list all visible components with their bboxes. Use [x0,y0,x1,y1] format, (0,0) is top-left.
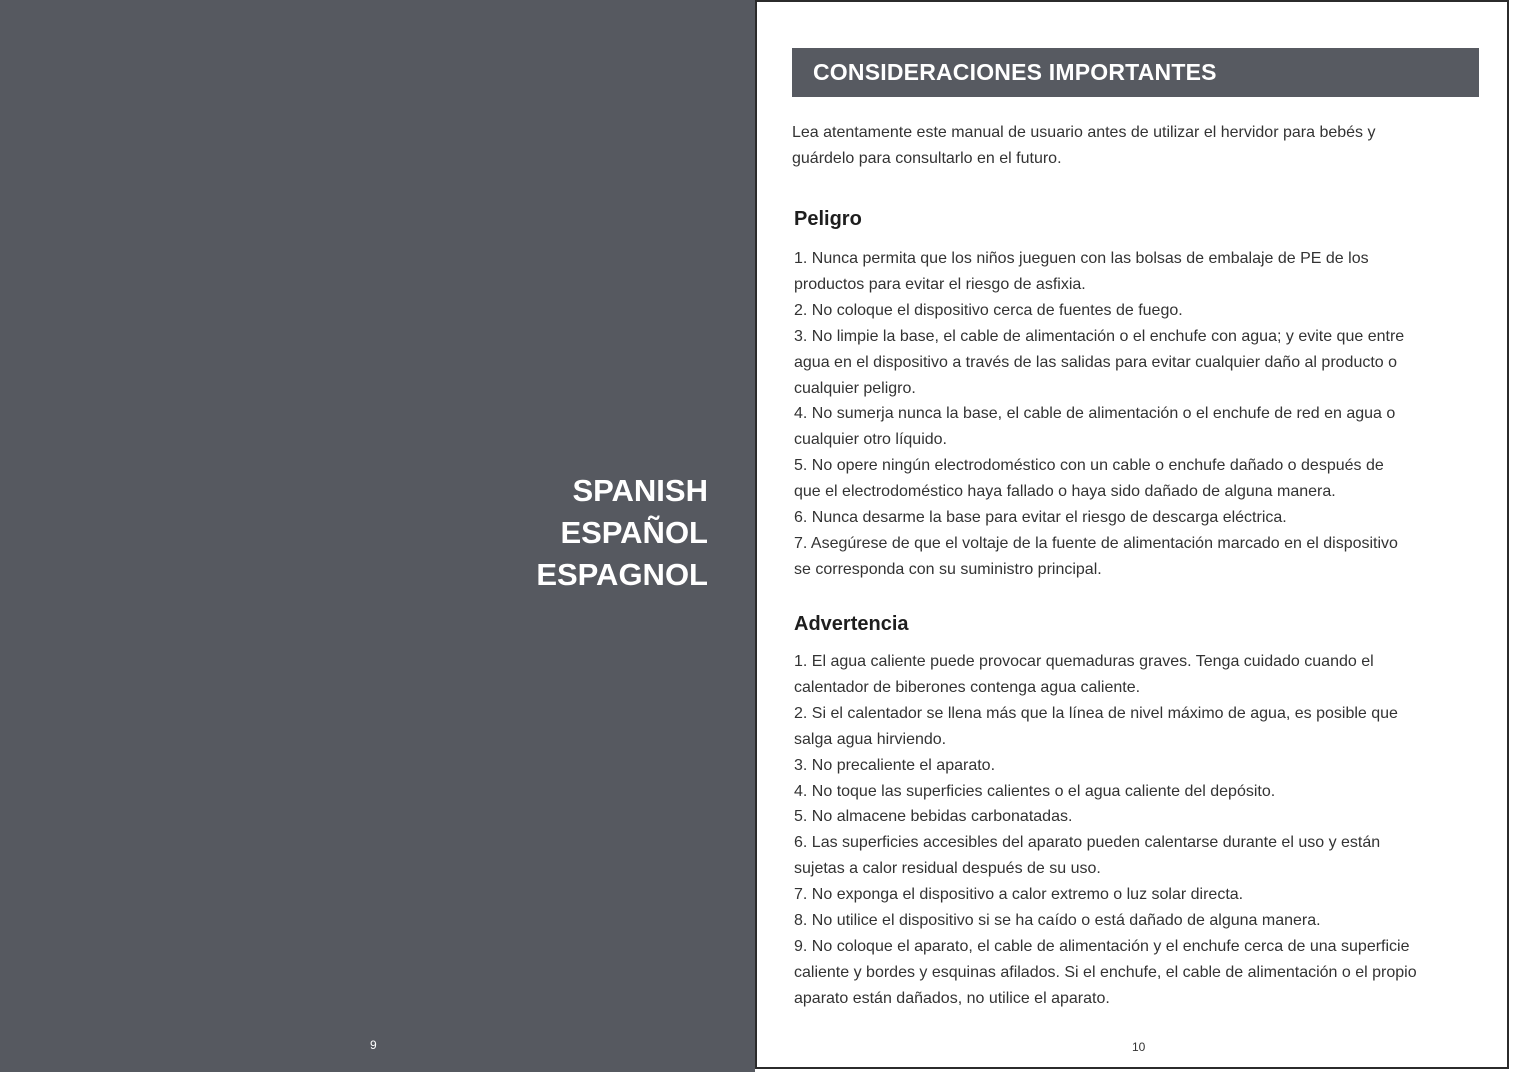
danger-list [794,246,1489,583]
language-english: SPANISH [572,473,708,508]
danger-line: 3. No limpie la base, el cable de alimentación o el enchufe con agua; y evite que entre [794,327,1405,345]
intro-paragraph [792,120,1482,172]
warning-line: calentador de biberones contenga agua caliente. [794,678,1141,696]
language-title-block [536,470,708,596]
warning-line: caliente y bordes y esquinas afilados. Si el enchufe, el cable de alimentación o el propio [794,963,1417,981]
warning-line: 2. Si el calentador se llena más que la línea de nivel máximo de agua, es posible que [794,704,1398,722]
warning-line: 9. No coloque el aparato, el cable de alimentación y el enchufe cerca de una superficie [794,937,1410,955]
warning-line: aparato están dañados, no utilice el aparato. [794,989,1110,1007]
warning-line: 7. No exponga el dispositivo a calor extremo o luz solar directa. [794,886,1244,904]
danger-heading: Peligro [794,208,862,230]
warning-line: 6. Las superficies accesibles del aparato pueden calentarse durante el uso y están [794,834,1381,852]
warning-line: sujetas a calor residual después de su uso. [794,860,1101,878]
danger-line: cualquier peligro. [794,379,916,397]
warning-heading: Advertencia [794,613,909,635]
danger-line: 1. Nunca permita que los niños jueguen con las bolsas de embalaje de PE de los [794,250,1369,267]
danger-line: se corresponda con su suministro principal. [794,560,1102,578]
warning-line: salga agua hirviendo. [794,730,947,748]
right-page [755,0,1509,1069]
intro-line: Lea atentamente este manual de usuario antes de utilizar el hervidor para bebés y [792,124,1376,141]
warning-line: 3. No precaliente el aparato. [794,756,996,774]
left-page [0,0,755,1072]
intro-line: guárdelo para consultarlo en el futuro. [792,150,1062,167]
warning-line: 4. No toque las superficies calientes o el agua caliente del depósito. [794,782,1276,800]
danger-line: que el electrodoméstico haya fallado o haya sido dañado de alguna manera. [794,483,1336,501]
danger-line: productos para evitar el riesgo de asfixia. [794,275,1086,293]
section-banner: CONSIDERACIONES IMPORTANTES [792,48,1479,97]
danger-line: agua en el dispositivo a través de las salidas para evitar cualquier daño al producto o [794,353,1398,371]
language-spanish: ESPAÑOL [560,515,708,550]
danger-line: 5. No opere ningún electrodoméstico con un cable o enchufe dañado o después de [794,457,1384,475]
danger-line: cualquier otro líquido. [794,431,947,449]
warning-list [794,649,1489,1012]
danger-line: 7. Asegúrese de que el voltaje de la fuente de alimentación marcado en el dispositivo [794,534,1398,552]
page-number-right: 10 [1132,1040,1146,1054]
danger-line: 4. No sumerja nunca la base, el cable de alimentación o el enchufe de red en agua o [794,405,1396,423]
danger-line: 2. No coloque el dispositivo cerca de fuentes de fuego. [794,301,1183,319]
warning-line: 8. No utilice el dispositivo si se ha caído o está dañado de alguna manera. [794,912,1321,930]
warning-line: 1. El agua caliente puede provocar quemaduras graves. Tenga cuidado cuando el [794,653,1374,670]
danger-line: 6. Nunca desarme la base para evitar el riesgo de descarga eléctrica. [794,509,1287,527]
warning-line: 5. No almacene bebidas carbonatadas. [794,808,1073,826]
page-number-left: 9 [370,1038,377,1052]
language-french: ESPAGNOL [536,557,708,592]
